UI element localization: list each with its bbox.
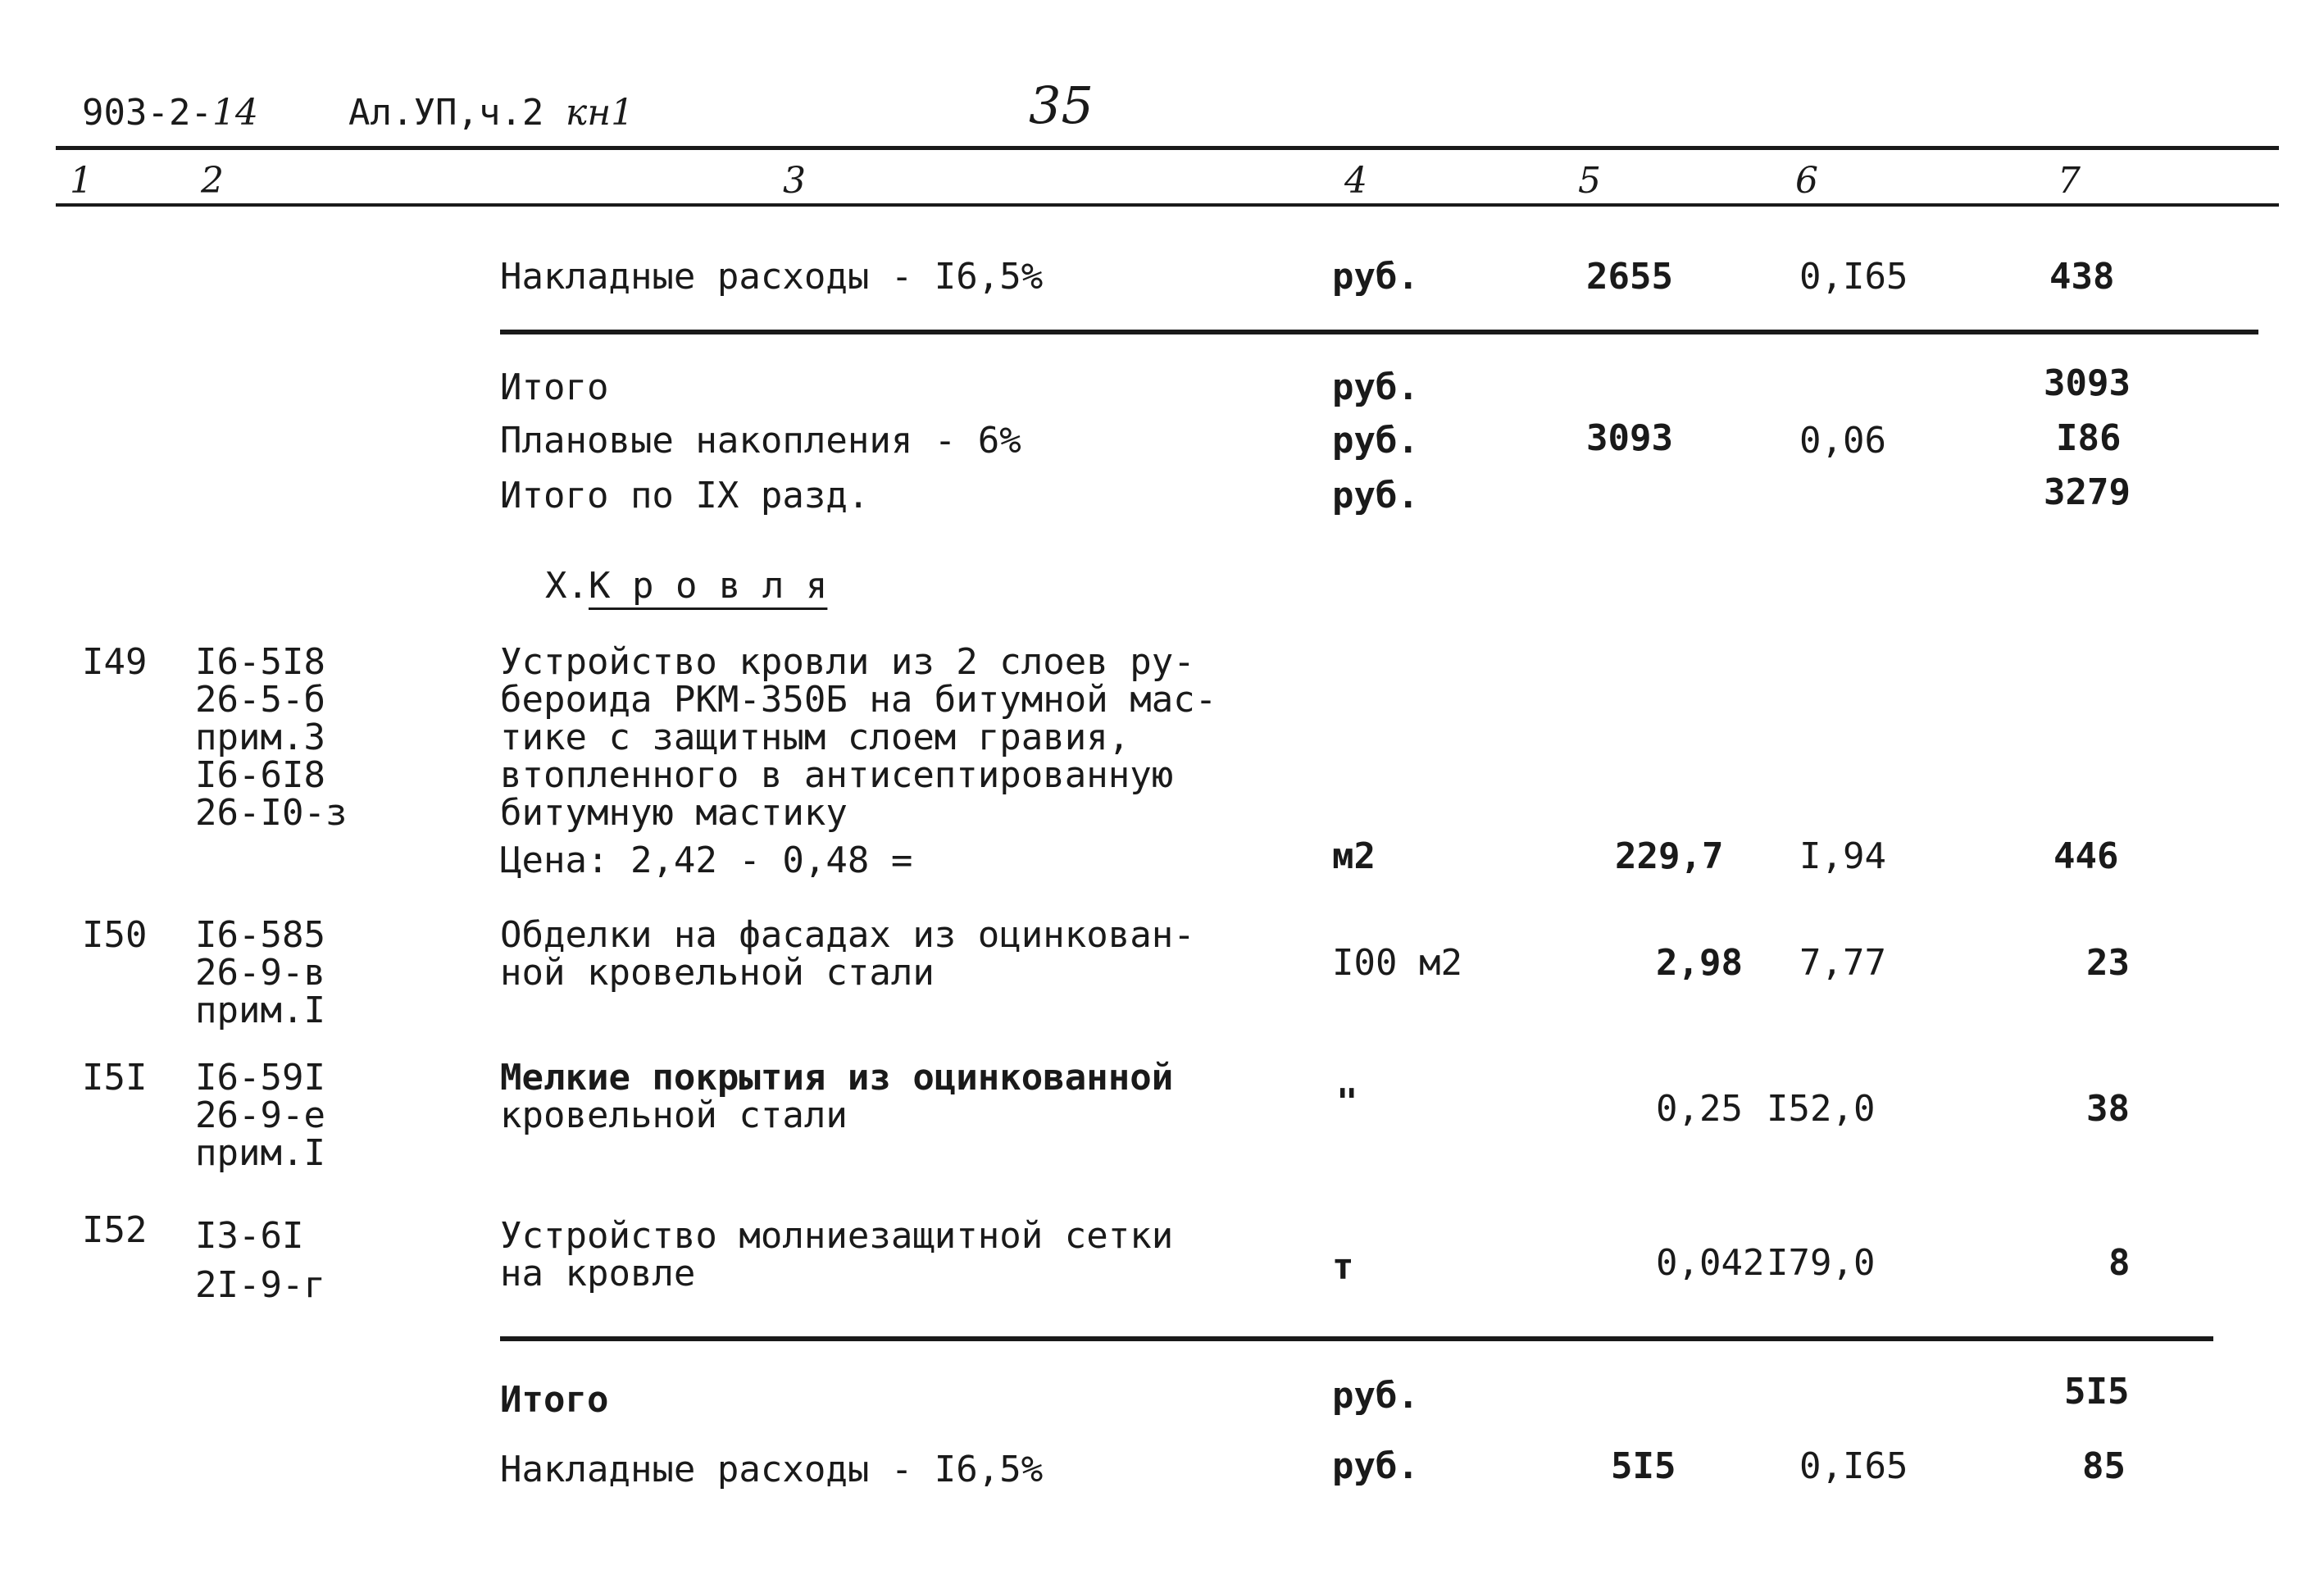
item-151-description [500, 1059, 1173, 1135]
item-152-codes [195, 1212, 325, 1310]
item-code: прим.3 [195, 717, 325, 758]
footer-overhead-unit: руб. [1332, 1445, 1419, 1487]
item-150-number: I50 [82, 914, 148, 956]
album-handwritten: кн1 [565, 92, 634, 134]
page-number: 35 [1029, 75, 1094, 135]
row-subtotal-total: 3093 [2044, 362, 2131, 404]
description-line: Устройство молниезащитной сетки [500, 1215, 1174, 1257]
col-number-2: 2 [201, 160, 224, 202]
item-151-price: I52,0 [1767, 1088, 1876, 1130]
footer-overhead-total: 85 [2082, 1445, 2126, 1487]
description-line: битумную мастику [500, 792, 848, 834]
col-number-4: 4 [1344, 160, 1367, 202]
description-line: тике с защитным слоем гравия, [500, 717, 1130, 758]
row-planned-price: 0,06 [1799, 420, 1886, 462]
item-152-price: I79,0 [1767, 1242, 1876, 1284]
item-149-qty: 229,7 [1615, 835, 1724, 877]
item-code: прим.I [195, 1132, 325, 1174]
item-code: прим.I [195, 990, 325, 1031]
item-150-description [500, 914, 1195, 994]
row-subtotal-unit: руб. [1332, 366, 1419, 408]
item-152-total: 8 [2108, 1242, 2131, 1284]
row-overhead-total: 438 [2049, 256, 2115, 298]
section-heading [545, 567, 866, 605]
item-152-number: I52 [82, 1209, 148, 1251]
item-code: I6-585 [195, 914, 325, 956]
item-149-price-line: Цена: 2,42 - 0,48 = [500, 840, 913, 881]
item-code: I6-6I8 [195, 754, 325, 796]
description-line: Мелкие покрытия из оцинкованной [500, 1057, 1174, 1099]
description-line: втопленного в антисептированную [500, 754, 1174, 796]
item-149-price: I,94 [1799, 835, 1886, 877]
row-planned-desc: Плановые накопления - 6% [500, 420, 1021, 462]
item-code: 2I-9-г [195, 1264, 325, 1306]
item-code: I6-59I [195, 1057, 325, 1099]
description-line: кровельной стали [500, 1094, 848, 1136]
col-number-5: 5 [1578, 160, 1601, 202]
item-code: I6-5I8 [195, 641, 325, 683]
description-line: бероида РКМ-350Б на битумной мас- [500, 679, 1217, 721]
description-line: Обделки на фасадах из оцинкован- [500, 914, 1195, 956]
footer-overhead-price: 0,I65 [1799, 1445, 1908, 1487]
item-149-description [500, 641, 1217, 834]
col-number-7: 7 [2058, 160, 2081, 202]
col-number-1: 1 [70, 160, 93, 202]
item-code: I3-6I [195, 1215, 304, 1257]
item-151-total: 38 [2086, 1088, 2130, 1130]
subtotal-rule-2 [500, 1336, 2213, 1341]
footer-subtotal-desc: Итого [500, 1379, 609, 1421]
row-overhead-desc: Накладные расходы - I6,5% [500, 256, 1044, 298]
row-overhead-price: 0,I65 [1799, 256, 1908, 298]
item-code: 26-9-в [195, 952, 325, 994]
item-150-qty: 2,98 [1656, 942, 1743, 984]
description-line: ной кровельной стали [500, 952, 935, 994]
item-code: 26-5-б [195, 679, 325, 721]
item-149-number: I49 [82, 641, 148, 683]
row-planned-unit: руб. [1332, 420, 1419, 462]
row-overhead-unit: руб. [1332, 256, 1419, 298]
item-150-price: 7,77 [1799, 942, 1886, 984]
description-line: на кровле [500, 1253, 696, 1295]
row-section-total-unit: руб. [1332, 475, 1419, 516]
footer-overhead-desc: Накладные расходы - I6,5% [500, 1449, 1044, 1490]
footer-overhead-qty: 5I5 [1611, 1445, 1676, 1487]
item-150-total: 23 [2086, 942, 2130, 984]
row-planned-qty: 3093 [1586, 417, 1673, 459]
item-150-unit: I00 м2 [1332, 942, 1462, 984]
row-subtotal-desc: Итого [500, 366, 609, 408]
document-code [82, 92, 258, 134]
item-code: 26-I0-з [195, 792, 348, 834]
row-section-total-desc: Итого по IX разд. [500, 475, 870, 516]
row-planned-total: I86 [2056, 417, 2122, 459]
item-152-description [500, 1217, 1173, 1293]
doc-code-printed: 903-2- [82, 92, 212, 134]
album-reference [348, 92, 634, 134]
section-title: К р о в л я [588, 565, 828, 607]
header-top-rule [56, 146, 2279, 150]
col-number-6: 6 [1795, 160, 1818, 202]
row-section-total-total: 3279 [2044, 471, 2131, 513]
item-150-codes [195, 914, 325, 1031]
item-149-total: 446 [2053, 835, 2119, 877]
section-number: X. [545, 565, 589, 607]
doc-code-handwritten: 14 [211, 92, 258, 134]
item-152-unit: т [1332, 1246, 1354, 1288]
description-line: Устройство кровли из 2 слоев ру- [500, 641, 1195, 683]
footer-subtotal-total: 5I5 [2064, 1371, 2130, 1413]
subtotal-rule-1 [500, 330, 2258, 334]
item-151-unit-ditto: " [1336, 1081, 1358, 1123]
item-151-number: I5I [82, 1057, 148, 1099]
item-152-qty: 0,042 [1656, 1242, 1765, 1284]
col-number-3: 3 [783, 160, 806, 202]
footer-subtotal-unit: руб. [1332, 1375, 1419, 1417]
item-code: 26-9-е [195, 1094, 325, 1136]
header-bottom-rule [56, 203, 2279, 207]
item-151-qty: 0,25 [1656, 1088, 1743, 1130]
album-printed: Ал.УП,ч.2 [348, 92, 544, 134]
item-149-codes [195, 641, 348, 834]
item-151-codes [195, 1059, 325, 1172]
row-overhead-qty: 2655 [1586, 256, 1673, 298]
item-149-unit: м2 [1332, 835, 1376, 877]
